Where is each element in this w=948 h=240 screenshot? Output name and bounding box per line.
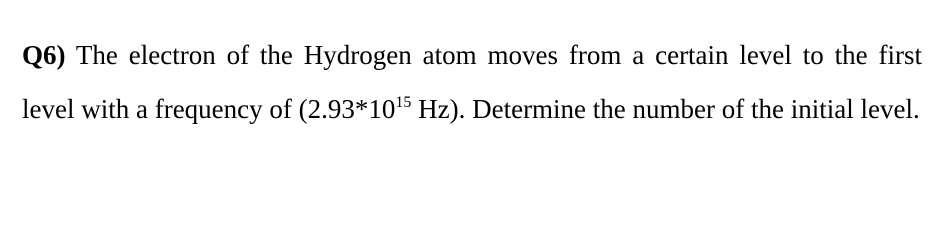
question-text <box>22 28 922 136</box>
frequency-exponent: 15 <box>395 94 412 111</box>
question-number: Q6) <box>22 40 66 70</box>
question-body-end: Hz). Determine the number of the initial level. <box>411 94 920 124</box>
question-body-start: The electron of the Hydrogen atom moves from a certain level to the first level with a frequency of (2.93*10 <box>22 40 922 124</box>
